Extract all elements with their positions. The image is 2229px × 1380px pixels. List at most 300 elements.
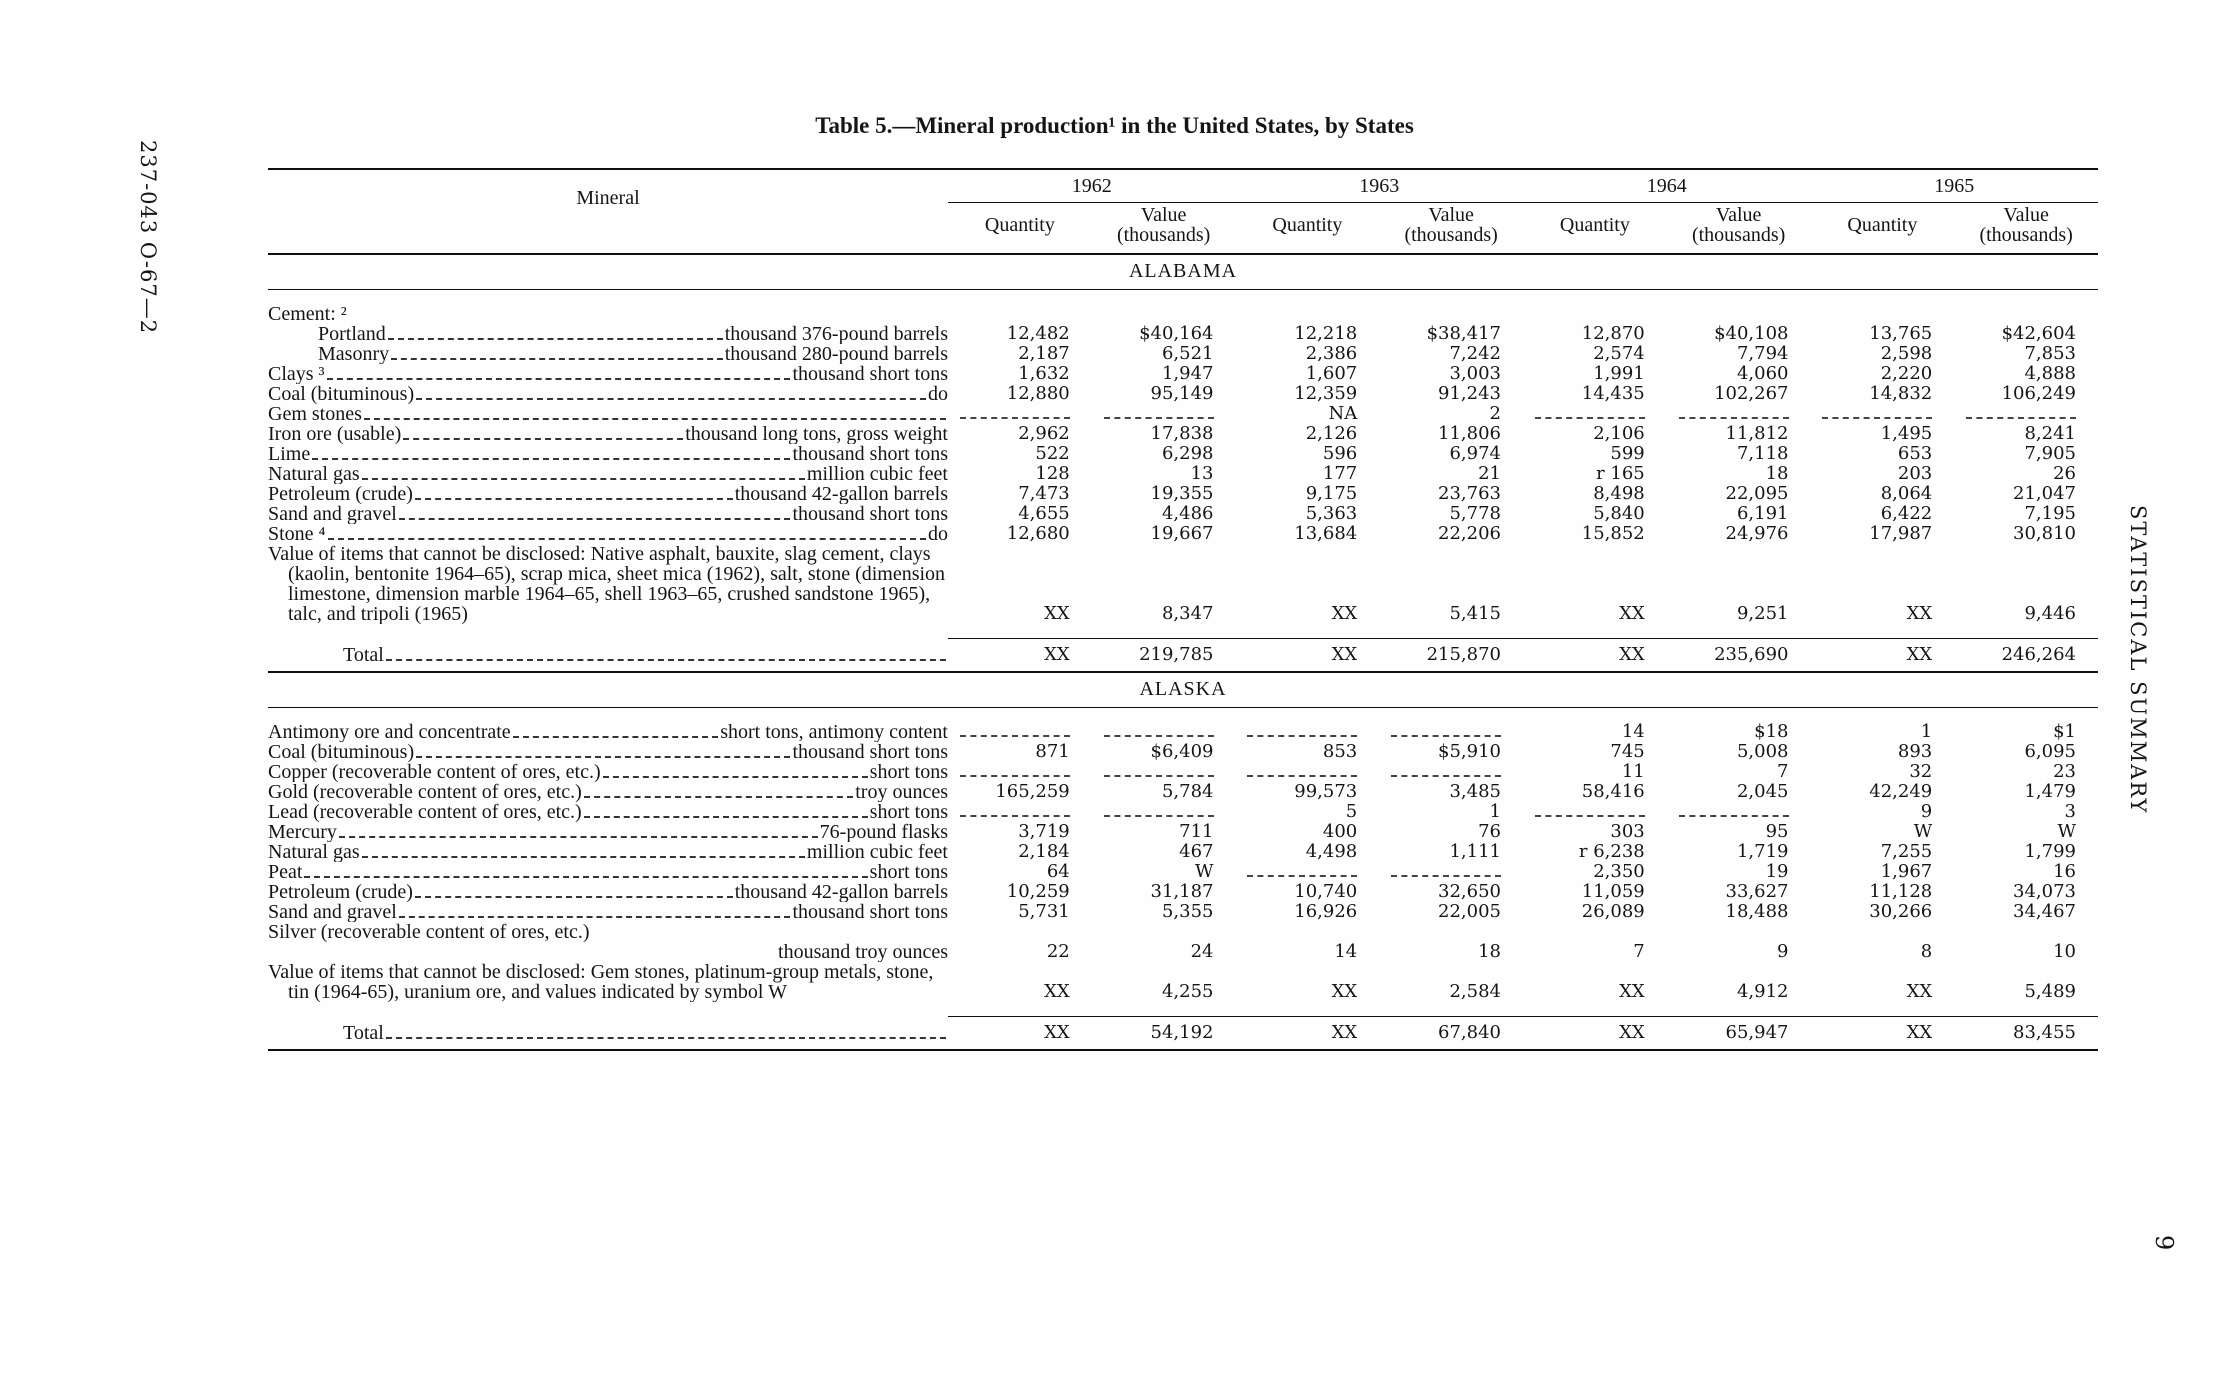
- value-cell: 5,778: [1449, 503, 1501, 524]
- row-label: Cement: ²: [268, 304, 347, 324]
- value-cell: [1523, 922, 1667, 942]
- value-cell: $42,604: [2001, 323, 2076, 344]
- row-label: [268, 364, 948, 384]
- value-cell: 596: [1322, 443, 1358, 464]
- value-cell: 13,765: [1869, 323, 1933, 344]
- value-cell: 15,852: [1581, 523, 1645, 544]
- row-label-text: Mercury 76-pound flasks: [268, 822, 948, 842]
- value-cell: 42,249: [1869, 781, 1933, 802]
- value-cell: XX: [1044, 981, 1070, 1002]
- value-cell: 8,241: [2024, 423, 2076, 444]
- value-cell: 5,008: [1736, 741, 1789, 762]
- empty-dash: [1822, 417, 1932, 419]
- value-cell: 6,974: [1449, 443, 1501, 464]
- value-cell: 1,479: [2024, 781, 2076, 802]
- value-cell: $1: [2053, 721, 2076, 742]
- value-cell: 7,242: [1449, 343, 1501, 364]
- value-cell: 235,690: [1667, 639, 1811, 673]
- value-cell: 5,355: [1161, 901, 1214, 922]
- row-label: [268, 862, 948, 882]
- empty-dash: [960, 417, 1070, 419]
- row-label-text: Natural gas million cubic feet: [268, 842, 948, 862]
- value-cell: 6,095: [2024, 741, 2076, 762]
- value-cell: 11,059: [1581, 881, 1645, 902]
- row-label: [268, 842, 948, 862]
- table-row: [268, 762, 2098, 782]
- table-row: [268, 304, 2098, 324]
- value-cell: [1667, 404, 1811, 424]
- row-label-text: Gem stones: [268, 404, 948, 424]
- row-label: [268, 762, 948, 782]
- value-cell: r 165: [1596, 463, 1645, 484]
- value-cell: 24,976: [1725, 523, 1789, 544]
- value-cell: 522: [1035, 443, 1070, 464]
- value-cell: 4,655: [1018, 503, 1070, 524]
- value-cell: 165,259: [995, 781, 1070, 802]
- value-cell: 4,255: [1161, 981, 1214, 1002]
- value-cell: 2,598: [1880, 343, 1933, 364]
- value-cell: 8,347: [1161, 603, 1214, 624]
- value-cell: 3,003: [1449, 363, 1501, 384]
- margin-code: 237-043 O-67—2: [136, 140, 160, 335]
- table-row: [268, 344, 2098, 364]
- value-cell: 203: [1897, 463, 1933, 484]
- value-cell: [1379, 762, 1523, 782]
- value-cell: 7,195: [2024, 503, 2076, 524]
- quantity-header: Quantity: [948, 203, 1092, 255]
- table-row: [268, 444, 2098, 464]
- value-cell: W: [1194, 861, 1214, 882]
- value-cell: 12,880: [1006, 383, 1070, 404]
- value-cell: 32,650: [1438, 881, 1501, 902]
- value-cell: [1811, 404, 1955, 424]
- value-cell: 31,187: [1150, 881, 1214, 902]
- value-cell: 21,047: [2013, 483, 2076, 504]
- value-cell: 653: [1897, 443, 1933, 464]
- value-cell: 13,684: [1294, 523, 1358, 544]
- year-header: 1964: [1523, 169, 1811, 203]
- value-cell: 22,095: [1725, 483, 1789, 504]
- value-cell: 1,607: [1305, 363, 1358, 384]
- value-cell: XX: [1044, 603, 1070, 624]
- value-cell: 12,359: [1294, 383, 1358, 404]
- table-row: [268, 324, 2098, 344]
- table-row: [268, 882, 2098, 902]
- empty-dash: [960, 775, 1070, 777]
- empty-dash: [1679, 815, 1789, 817]
- value-cell: 1,799: [2024, 841, 2076, 862]
- value-cell: 58,416: [1581, 781, 1645, 802]
- value-cell: XX: [1236, 1017, 1380, 1051]
- value-cell: [1236, 862, 1380, 882]
- value-cell: 2,126: [1305, 423, 1358, 444]
- table-row: [268, 424, 2098, 444]
- value-cell: 10: [2053, 941, 2076, 962]
- mineral-column-header: Mineral: [268, 169, 948, 254]
- value-cell: [1379, 922, 1523, 942]
- total-row: [268, 1017, 2098, 1051]
- value-cell: [1379, 722, 1523, 742]
- value-cell: 95,149: [1150, 383, 1214, 404]
- value-cell: 12,218: [1294, 323, 1358, 344]
- value-cell: 6,191: [1736, 503, 1789, 524]
- value-cell: [1236, 762, 1380, 782]
- empty-dash: [1247, 875, 1357, 877]
- value-cell: 11,806: [1438, 423, 1501, 444]
- value-cell: 3,485: [1449, 781, 1501, 802]
- year-header: 1965: [1811, 169, 2099, 203]
- value-cell: 30,810: [2013, 523, 2076, 544]
- value-cell: 22,005: [1438, 901, 1501, 922]
- value-cell: 11,128: [1869, 881, 1933, 902]
- value-cell: 12,870: [1581, 323, 1645, 344]
- value-cell: [1092, 304, 1236, 324]
- value-cell: 599: [1610, 443, 1645, 464]
- empty-dash: [1535, 417, 1645, 419]
- value-cell: 23,763: [1438, 483, 1501, 504]
- value-cell: 5,784: [1161, 781, 1214, 802]
- value-cell: 2,184: [1018, 841, 1070, 862]
- table-row: [268, 364, 2098, 384]
- value-cell: 2,574: [1593, 343, 1645, 364]
- state-header-row: [268, 672, 2098, 708]
- value-cell: 83,455: [1954, 1017, 2098, 1051]
- value-cell: 2,220: [1880, 363, 1933, 384]
- value-cell: $40,108: [1714, 323, 1789, 344]
- value-cell: 5,731: [1018, 901, 1070, 922]
- value-cell: 9,251: [1736, 603, 1789, 624]
- row-label-text: Sand and gravel thousand short tons: [268, 902, 948, 922]
- value-cell: 11: [1621, 761, 1645, 782]
- empty-dash: [1104, 775, 1214, 777]
- value-cell: 10,259: [1006, 881, 1070, 902]
- value-cell: 9,446: [2024, 603, 2076, 624]
- value-cell: 10,740: [1294, 881, 1358, 902]
- value-cell: 2,386: [1305, 343, 1358, 364]
- value-cell: [1092, 922, 1236, 942]
- value-cell: 177: [1322, 463, 1358, 484]
- row-label: [268, 902, 948, 922]
- total-label: Total: [268, 1017, 948, 1051]
- value-cell: [948, 304, 1092, 324]
- row-label-text: Value of items that cannot be disclosed: Native asphalt, bauxite, slag cement, clays (kaolin, bentonite 1964–65), scrap mica, sheet mica (1962), salt, stone (dimension limestone, dimension marble 1964–65, shell 1963–65, crushed sandstone 1965), talc, and tripoli (1965): [268, 544, 946, 624]
- value-cell: 1,991: [1593, 363, 1645, 384]
- value-cell: 11,812: [1725, 423, 1789, 444]
- row-label-text: thousand troy ounces: [778, 942, 948, 962]
- table-row: [268, 544, 2098, 624]
- table-row: [268, 942, 2098, 962]
- row-label: [268, 324, 948, 344]
- row-label: [268, 742, 948, 762]
- value-cell: 5: [1345, 801, 1358, 822]
- row-label: [268, 344, 948, 364]
- year-header: 1963: [1236, 169, 1524, 203]
- value-cell: 7: [1633, 941, 1645, 962]
- value-cell: XX: [1523, 639, 1667, 673]
- empty-dash: [1679, 417, 1789, 419]
- value-cell: 6,521: [1161, 343, 1214, 364]
- value-cell: 1,495: [1880, 423, 1933, 444]
- row-label: [268, 384, 948, 404]
- table-title: Table 5.—Mineral production¹ in the United States, by States: [815, 113, 1414, 138]
- value-cell: 6,298: [1161, 443, 1214, 464]
- total-row: [268, 639, 2098, 673]
- value-cell: [1811, 922, 1955, 942]
- value-cell: [948, 922, 1092, 942]
- value-cell: 13: [1190, 463, 1214, 484]
- value-cell: [1811, 304, 1955, 324]
- value-cell: 21: [1478, 463, 1501, 484]
- table-row: [268, 524, 2098, 544]
- row-label: Silver (recoverable content of ores, etc.): [268, 922, 590, 942]
- value-cell: [1954, 304, 2098, 324]
- row-label: [268, 802, 948, 822]
- year-header: 1962: [948, 169, 1236, 203]
- value-cell: $5,910: [1438, 741, 1501, 762]
- value-cell: [1667, 304, 1811, 324]
- value-cell: 711: [1179, 821, 1214, 842]
- empty-dash: [1104, 815, 1214, 817]
- table-row: [268, 464, 2098, 484]
- row-label-text: Sand and gravel thousand short tons: [268, 504, 948, 524]
- row-label-text: Lead (recoverable content of ores, etc.) short tons: [268, 802, 948, 822]
- value-cell: XX: [1811, 639, 1955, 673]
- value-cell: 5,363: [1305, 503, 1358, 524]
- value-cell: 745: [1610, 741, 1645, 762]
- value-cell: 18: [1478, 941, 1501, 962]
- table-row: [268, 962, 2098, 1002]
- value-cell: 400: [1322, 821, 1358, 842]
- value-cell: 106,249: [2001, 383, 2076, 404]
- value-cell: 2,045: [1736, 781, 1789, 802]
- row-label-text: Petroleum (crude) thousand 42-gallon barrels: [268, 484, 948, 504]
- value-cell: XX: [1619, 981, 1645, 1002]
- row-label: [268, 444, 948, 464]
- value-cell: 4,912: [1736, 981, 1789, 1002]
- empty-dash: [1391, 735, 1501, 737]
- value-cell: $6,409: [1150, 741, 1214, 762]
- empty-dash: [1104, 417, 1214, 419]
- table-row: [268, 722, 2098, 742]
- row-label-text: Value of items that cannot be disclosed: Gem stones, platinum-group metals, stone, tin (1964-65), uranium ore, and values indicated by symbol W: [268, 962, 934, 1002]
- value-cell: 853: [1322, 741, 1358, 762]
- value-cell: 12,482: [1006, 323, 1070, 344]
- value-cell: 1,947: [1161, 363, 1214, 384]
- value-cell: 64: [1046, 861, 1070, 882]
- value-cell: 7,255: [1880, 841, 1933, 862]
- value-cell: XX: [1811, 1017, 1955, 1051]
- value-cell: 2,106: [1593, 423, 1645, 444]
- empty-dash: [1391, 775, 1501, 777]
- table-row: [268, 384, 2098, 404]
- quantity-header: Quantity: [1811, 203, 1955, 255]
- value-header: Value (thousands): [1954, 203, 2098, 255]
- value-cell: 1: [1920, 721, 1933, 742]
- row-label-text: Portland thousand 376-pound barrels: [318, 324, 948, 344]
- row-label-text: Clays ³ thousand short tons: [268, 364, 948, 384]
- state-name: ALASKA: [268, 672, 2098, 708]
- value-cell: 9: [1920, 801, 1933, 822]
- value-cell: 33,627: [1725, 881, 1789, 902]
- value-cell: 26,089: [1581, 901, 1645, 922]
- value-cell: 9,175: [1305, 483, 1358, 504]
- row-label-text: Gold (recoverable content of ores, etc.) troy ounces: [268, 782, 948, 802]
- value-cell: 18: [1765, 463, 1789, 484]
- row-label-text: Masonry thousand 280-pound barrels: [318, 344, 948, 364]
- value-cell: 22: [1046, 941, 1070, 962]
- value-cell: 19,355: [1150, 483, 1214, 504]
- empty-dash: [1966, 417, 2076, 419]
- row-label-text: Stone ⁴ do: [268, 524, 948, 544]
- empty-dash: [960, 735, 1070, 737]
- value-cell: 17,987: [1869, 523, 1933, 544]
- value-cell: XX: [1906, 981, 1933, 1002]
- value-cell: 893: [1897, 741, 1933, 762]
- value-cell: [1236, 922, 1380, 942]
- value-cell: 65,947: [1667, 1017, 1811, 1051]
- value-cell: [1092, 762, 1236, 782]
- value-cell: 14: [1621, 721, 1645, 742]
- table-row: [268, 404, 2098, 424]
- value-cell: 8,064: [1880, 483, 1933, 504]
- value-cell: 3: [2064, 801, 2076, 822]
- table-row: [268, 742, 2098, 762]
- row-label: [268, 822, 948, 842]
- row-label-text: Natural gas million cubic feet: [268, 464, 948, 484]
- table-row: [268, 782, 2098, 802]
- value-cell: 4,888: [2024, 363, 2076, 384]
- table-row: [268, 902, 2098, 922]
- value-header: Value (thousands): [1667, 203, 1811, 255]
- row-label-text: Lime thousand short tons: [268, 444, 948, 464]
- value-cell: [1523, 304, 1667, 324]
- value-cell: 2: [1489, 403, 1501, 424]
- value-cell: 54,192: [1092, 1017, 1236, 1051]
- value-cell: 23: [2053, 761, 2076, 782]
- row-label-text: Copper (recoverable content of ores, etc.) short tons: [268, 762, 948, 782]
- value-cell: 871: [1035, 741, 1070, 762]
- value-cell: [1236, 304, 1380, 324]
- row-label: [268, 782, 948, 802]
- empty-dash: [1391, 875, 1501, 877]
- value-cell: [948, 404, 1092, 424]
- value-cell: 91,243: [1438, 383, 1501, 404]
- row-label: [268, 722, 948, 742]
- value-cell: 215,870: [1379, 639, 1523, 673]
- table-row: [268, 802, 2098, 822]
- value-cell: 16,926: [1294, 901, 1358, 922]
- row-label: [268, 942, 948, 962]
- value-cell: XX: [1523, 1017, 1667, 1051]
- value-cell: [1092, 404, 1236, 424]
- value-cell: 19: [1765, 861, 1789, 882]
- value-cell: NA: [1328, 403, 1358, 424]
- value-cell: 17,838: [1150, 423, 1214, 444]
- value-cell: 5,489: [2024, 981, 2076, 1002]
- value-cell: 34,073: [2013, 881, 2076, 902]
- spacer-row: [268, 708, 2098, 723]
- value-cell: XX: [948, 639, 1092, 673]
- table-body: [268, 254, 2098, 1050]
- value-cell: 1,967: [1880, 861, 1933, 882]
- table-row: [268, 484, 2098, 504]
- value-cell: XX: [1331, 603, 1358, 624]
- value-cell: 2,584: [1449, 981, 1501, 1002]
- value-cell: 22,206: [1438, 523, 1501, 544]
- value-cell: 1,632: [1018, 363, 1070, 384]
- value-cell: $38,417: [1426, 323, 1501, 344]
- row-label: [268, 962, 948, 1002]
- value-cell: $18: [1754, 721, 1789, 742]
- value-cell: 9: [1777, 941, 1789, 962]
- value-cell: 14,832: [1869, 383, 1933, 404]
- row-label-text: Coal (bituminous) thousand short tons: [268, 742, 948, 762]
- value-cell: [1379, 862, 1523, 882]
- value-cell: 4,498: [1305, 841, 1358, 862]
- value-cell: 1: [1489, 801, 1501, 822]
- value-cell: XX: [948, 1017, 1092, 1051]
- row-label: [268, 524, 948, 544]
- value-cell: [1667, 802, 1811, 822]
- mineral-production-table: [268, 168, 2098, 1051]
- value-cell: [1954, 404, 2098, 424]
- value-cell: [948, 802, 1092, 822]
- row-label: [268, 424, 948, 444]
- value-cell: XX: [1331, 981, 1358, 1002]
- value-cell: [948, 722, 1092, 742]
- value-cell: [1523, 802, 1667, 822]
- value-cell: XX: [1619, 603, 1645, 624]
- value-cell: 7,853: [2024, 343, 2076, 364]
- value-cell: r 6,238: [1578, 841, 1645, 862]
- value-cell: 16: [2053, 861, 2076, 882]
- value-cell: W: [1913, 821, 1933, 842]
- row-label: [268, 404, 948, 424]
- value-cell: 7,473: [1018, 483, 1070, 504]
- value-cell: 1,111: [1449, 841, 1501, 862]
- row-label: [268, 484, 948, 504]
- empty-dash: [1247, 735, 1357, 737]
- table-row: [268, 922, 2098, 942]
- value-cell: 303: [1610, 821, 1645, 842]
- value-cell: 4,060: [1736, 363, 1789, 384]
- value-cell: 99,573: [1294, 781, 1358, 802]
- row-label-text: Antimony ore and concentrate short tons, antimony content: [268, 722, 948, 742]
- row-label-text: Peat short tons: [268, 862, 948, 882]
- row-label: [268, 882, 948, 902]
- value-cell: 5,840: [1593, 503, 1645, 524]
- value-cell: 30,266: [1869, 901, 1933, 922]
- value-cell: 26: [2053, 463, 2076, 484]
- value-cell: 128: [1035, 463, 1070, 484]
- table-row: [268, 862, 2098, 882]
- row-label: [268, 504, 948, 524]
- value-cell: 76: [1478, 821, 1501, 842]
- value-cell: [1236, 722, 1380, 742]
- value-cell: 2,350: [1593, 861, 1645, 882]
- page-number: 9: [2150, 1235, 2178, 1251]
- value-cell: 102,267: [1714, 383, 1789, 404]
- value-cell: 8: [1920, 941, 1933, 962]
- value-cell: [1092, 802, 1236, 822]
- empty-dash: [960, 815, 1070, 817]
- value-cell: 2,962: [1018, 423, 1070, 444]
- value-cell: [1379, 304, 1523, 324]
- running-header: STATISTICAL SUMMARY: [2126, 505, 2150, 815]
- value-header: Value (thousands): [1092, 203, 1236, 255]
- value-cell: [1667, 922, 1811, 942]
- row-label: [268, 544, 948, 624]
